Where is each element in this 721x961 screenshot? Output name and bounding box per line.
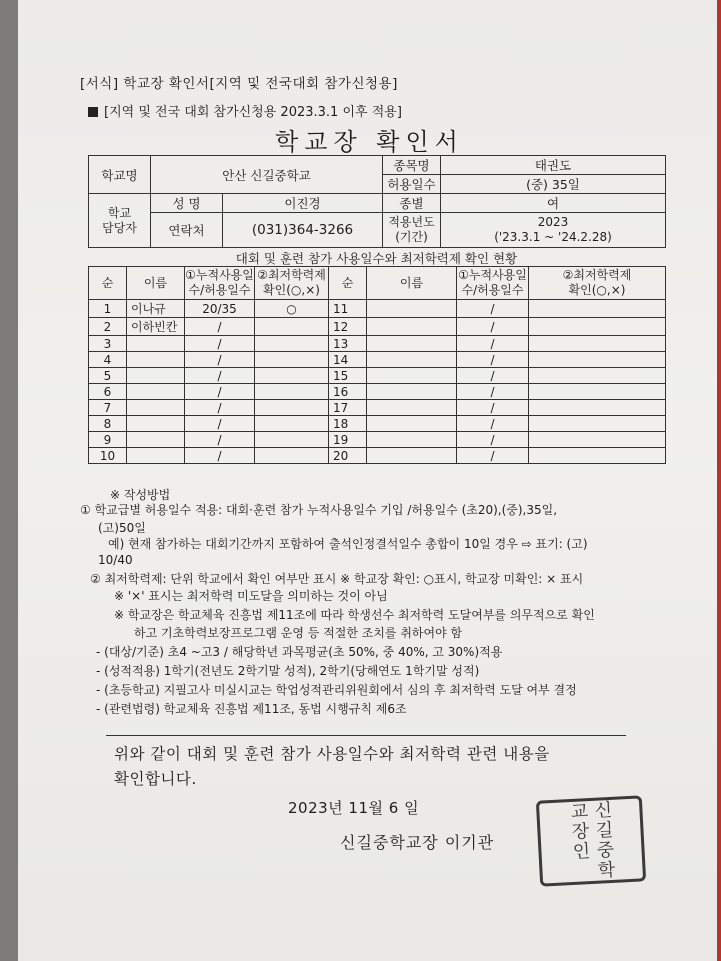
col-min-left: [255, 267, 329, 300]
table-row: [89, 352, 666, 368]
col-days-right: [457, 267, 529, 300]
row-name: [367, 318, 457, 336]
row-name: [127, 352, 185, 368]
allowed-days-label: 허용일수: [383, 175, 441, 194]
contact-value: (031)364-3266: [223, 213, 383, 248]
info-table: [88, 155, 666, 248]
instruction-line: - (초등학교) 지필고사 미실시교는 학업성적관리위원회에서 심의 후 최저학력 도달 여부 결정: [96, 683, 577, 697]
row-no: 15: [329, 368, 367, 384]
row-min: [255, 448, 329, 464]
row-name: [127, 368, 185, 384]
table-row: [89, 416, 666, 432]
row-min: [529, 336, 666, 352]
row-no: 6: [89, 384, 127, 400]
closing-line-1: 위와 같이 대회 및 훈련 참가 사용일수와 최저학력 관련 내용을: [114, 745, 550, 763]
row-name: [127, 384, 185, 400]
row-no: 1: [89, 300, 127, 318]
col-no-right: 순: [329, 267, 367, 300]
table-row: [89, 368, 666, 384]
apply-year-value-2: ('23.3.1 ~ '24.2.28): [494, 230, 612, 244]
col-min-right-2: 확인(○,×): [568, 283, 626, 297]
row-days: /: [185, 416, 255, 432]
row-min: [255, 432, 329, 448]
row-min: [255, 384, 329, 400]
row-name: [367, 336, 457, 352]
gender-label: 종별: [383, 194, 441, 213]
apply-year-label: [383, 213, 441, 248]
staff-label: [89, 194, 151, 248]
row-days: /: [457, 400, 529, 416]
apply-year-label-2: (기간): [395, 230, 428, 244]
row-no: 4: [89, 352, 127, 368]
instruction-line: ※ 작성방법: [110, 488, 171, 502]
gender-value: 여: [441, 194, 666, 213]
row-days: /: [457, 416, 529, 432]
row-min: [255, 336, 329, 352]
instruction-line: 10/40: [98, 553, 133, 567]
form-subheader: [88, 101, 402, 120]
allowed-days-value: (중) 35일: [441, 175, 666, 194]
principal-signature-line: 신길중학교장 이기관: [340, 833, 495, 852]
row-min: ○: [255, 300, 329, 318]
row-min: [255, 416, 329, 432]
row-min: [255, 352, 329, 368]
row-min: [529, 416, 666, 432]
apply-year-value: [441, 213, 666, 248]
row-min: [529, 448, 666, 464]
issue-date: 2023년 11월 6 일: [288, 799, 420, 817]
row-days: /: [185, 368, 255, 384]
row-name: [127, 400, 185, 416]
col-name-left: 이름: [127, 267, 185, 300]
row-no: 14: [329, 352, 367, 368]
closing-line-2: 확인합니다.: [114, 770, 197, 788]
row-name: [367, 384, 457, 400]
status-table-caption: 대회 및 훈련 참가 사용일수와 최저학력제 확인 현황: [235, 251, 518, 266]
row-no: 5: [89, 368, 127, 384]
row-days: /: [457, 300, 529, 318]
row-min: [529, 400, 666, 416]
table-row: [89, 318, 666, 336]
apply-year-value-1: 2023: [537, 215, 569, 229]
instruction-line: ※ '×' 표시는 최저학력 미도달을 의미하는 것이 아님: [114, 589, 388, 603]
status-table: [88, 266, 666, 464]
official-seal: 신길중학교장인: [536, 795, 646, 886]
apply-year-label-1: 적용년도: [388, 215, 435, 229]
row-days: 20/35: [185, 300, 255, 318]
row-days: /: [185, 448, 255, 464]
col-days-right-1: ①누적사용일: [458, 268, 527, 282]
instruction-line: ② 최저학력제: 단위 학교에서 확인 여부만 표시 ※ 학교장 확인: ○표시, 학교장 미확인: × 표시: [90, 572, 584, 586]
instruction-line: ① 학교급별 허용일수 적용: 대회·훈련 참가 누적사용일수 기입 /허용일수 (초20),(중),35일,: [80, 503, 558, 517]
row-days: /: [457, 318, 529, 336]
row-no: 3: [89, 336, 127, 352]
row-days: /: [457, 432, 529, 448]
row-name: [367, 416, 457, 432]
row-no: 9: [89, 432, 127, 448]
row-min: [255, 400, 329, 416]
instruction-line: 예) 현재 참가하는 대회기간까지 포함하여 출석인정결석일수 총합이 10일 경우 ⇨ 표기: (고): [108, 537, 588, 551]
row-name: [127, 448, 185, 464]
row-min: [529, 300, 666, 318]
instruction-line: (고)50일: [98, 521, 146, 535]
row-no: 13: [329, 336, 367, 352]
page-title: 학교장 확인서: [275, 128, 464, 156]
row-min: [255, 318, 329, 336]
col-min-left-1: ②최저학력제: [257, 268, 326, 282]
event-label: 종목명: [383, 156, 441, 175]
col-name-right: 이름: [367, 267, 457, 300]
row-name: [367, 400, 457, 416]
row-days: /: [185, 352, 255, 368]
row-no: 12: [329, 318, 367, 336]
row-days: /: [185, 400, 255, 416]
instruction-line: ※ 학교장은 학교체육 진흥법 제11조에 따라 학생선수 최저학력 도달여부를 의무적으로 확인: [114, 608, 595, 622]
table-row: [89, 336, 666, 352]
col-days-right-2: 수/허용일수: [461, 283, 524, 297]
school-value: 안산 신길중학교: [151, 156, 383, 194]
row-days: /: [185, 318, 255, 336]
col-no-left: 순: [89, 267, 127, 300]
row-name: [127, 432, 185, 448]
event-value: 태권도: [441, 156, 666, 175]
table-row: [89, 384, 666, 400]
row-name: [367, 448, 457, 464]
instruction-line: 하고 기초학력보장프로그램 운영 등 적절한 조치를 취하여야 함: [134, 626, 463, 640]
form-subheader-text: [지역 및 전국 대회 참가신청용 2023.3.1 이후 적용]: [104, 105, 402, 120]
row-min: [529, 384, 666, 400]
row-no: 17: [329, 400, 367, 416]
instruction-line: - (관련법령) 학교체육 진흥법 제11조, 동법 시행규칙 제6조: [96, 702, 407, 716]
row-name: 이하빈칸: [127, 318, 185, 336]
instruction-line: - (성적적용) 1학기(전년도 2학기말 성적), 2학기(당해연도 1학기말 성적): [96, 664, 480, 678]
row-no: 7: [89, 400, 127, 416]
row-min: [255, 368, 329, 384]
row-min: [529, 318, 666, 336]
table-row: [89, 400, 666, 416]
row-name: [367, 352, 457, 368]
row-no: 11: [329, 300, 367, 318]
col-min-left-2: 확인(○,×): [263, 283, 320, 297]
staff-label-1: 학교: [107, 205, 132, 220]
row-no: 10: [89, 448, 127, 464]
row-days: /: [185, 384, 255, 400]
table-row: [89, 432, 666, 448]
row-no: 8: [89, 416, 127, 432]
paper-edge-stripe: [717, 0, 721, 961]
row-name: [367, 368, 457, 384]
row-min: [529, 368, 666, 384]
table-row: [89, 300, 666, 318]
name-value: 이진경: [223, 194, 383, 213]
row-no: 18: [329, 416, 367, 432]
form-header: [서식] 학교장 확인서[지역 및 전국대회 참가신청용]: [80, 76, 398, 92]
row-name: [127, 336, 185, 352]
document-page: [18, 0, 721, 961]
row-name: [367, 300, 457, 318]
row-days: /: [457, 336, 529, 352]
staff-label-2: 담당자: [102, 220, 137, 235]
col-min-right: [529, 267, 666, 300]
row-name: [367, 432, 457, 448]
col-days-left: [185, 267, 255, 300]
row-no: 20: [329, 448, 367, 464]
row-min: [529, 432, 666, 448]
status-table-header: [89, 267, 666, 300]
col-days-left-2: 수/허용일수: [188, 283, 251, 297]
name-label: 성 명: [151, 194, 223, 213]
row-days: /: [457, 368, 529, 384]
col-days-left-1: ①누적사용일: [185, 268, 254, 282]
divider: [106, 735, 626, 736]
row-name: 이나규: [127, 300, 185, 318]
row-days: /: [457, 448, 529, 464]
row-no: 2: [89, 318, 127, 336]
square-bullet-icon: [88, 107, 98, 117]
row-no: 19: [329, 432, 367, 448]
row-days: /: [457, 384, 529, 400]
instruction-line: - (대상/기준) 초4 ~고3 / 해당학년 과목평균(초 50%, 중 40%, 고 30%)적용: [96, 645, 503, 659]
table-row: [89, 448, 666, 464]
row-no: 16: [329, 384, 367, 400]
row-days: /: [185, 432, 255, 448]
contact-label: 연락처: [151, 213, 223, 248]
school-label: 학교명: [89, 156, 151, 194]
col-min-right-1: ②최저학력제: [562, 268, 632, 282]
row-days: /: [185, 336, 255, 352]
row-name: [127, 416, 185, 432]
row-min: [529, 352, 666, 368]
row-days: /: [457, 352, 529, 368]
